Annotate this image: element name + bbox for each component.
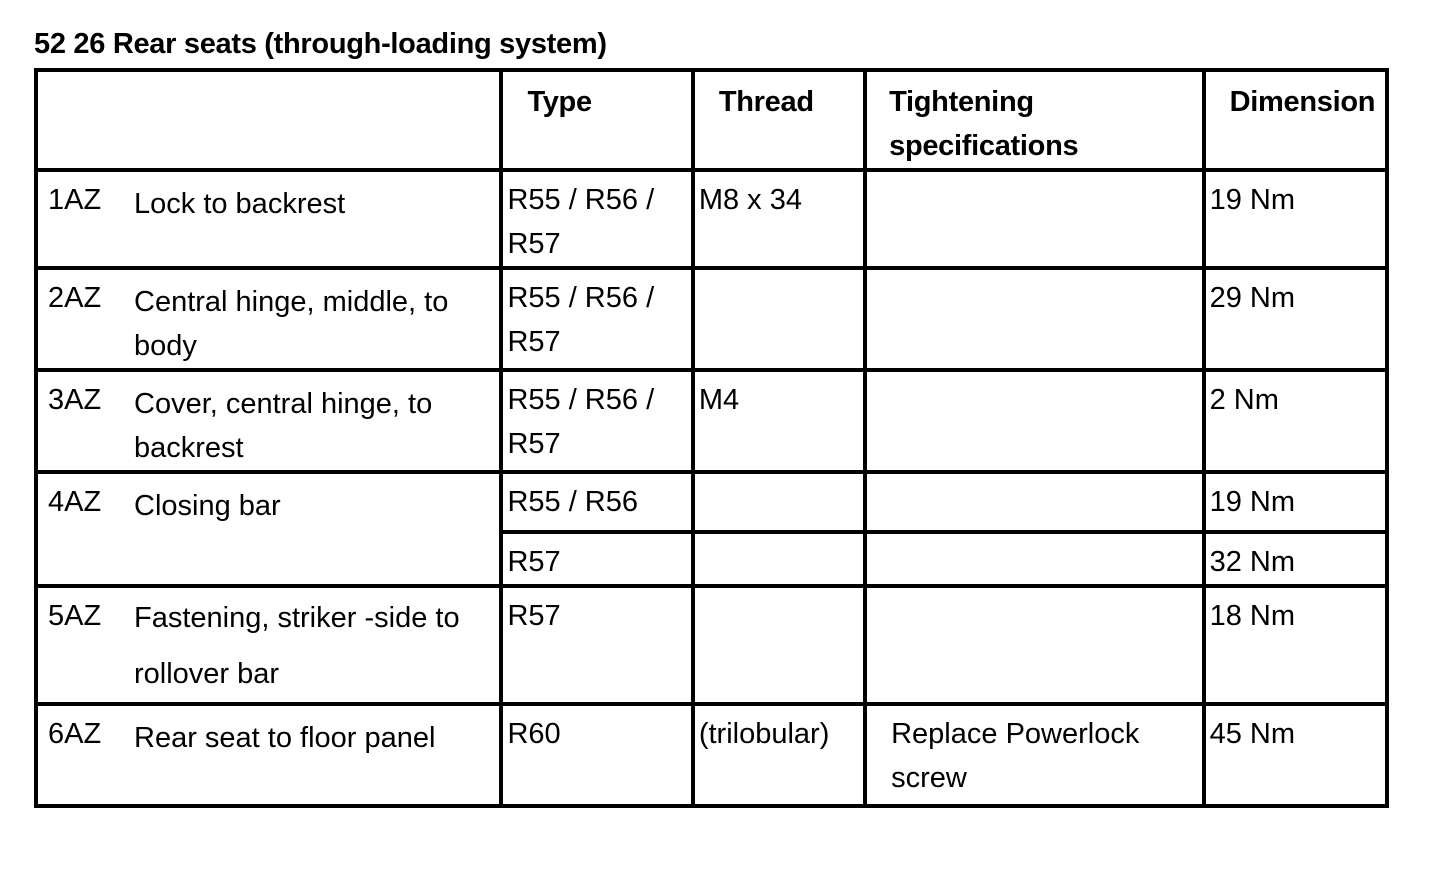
page-title: 52 26 Rear seats (through-loading system)	[34, 28, 607, 60]
table-row	[36, 586, 1387, 704]
header-thread: Thread	[693, 70, 865, 170]
header-dimension: Dimension	[1204, 70, 1387, 170]
thread-cell: M4	[693, 370, 865, 472]
table-row	[36, 472, 1387, 532]
item-description: Fastening, striker -side to rollover bar	[134, 602, 460, 690]
tightening-cell	[865, 586, 1204, 704]
dimension-cell: 19 Nm	[1204, 170, 1387, 268]
item-description: Central hinge, middle, to body	[134, 286, 449, 362]
thread-cell	[693, 268, 865, 370]
tightening-cell	[865, 170, 1204, 268]
item-cell	[36, 586, 501, 704]
tightening-cell: Replace Powerlock screw	[865, 704, 1204, 806]
tightening-cell	[865, 532, 1204, 586]
thread-cell	[693, 532, 865, 586]
item-description: Lock to backrest	[134, 188, 346, 220]
table-row	[36, 268, 1387, 370]
item-code: 6AZ	[48, 718, 102, 750]
type-cell: R55 / R56 / R57	[501, 268, 692, 370]
type-cell: R57	[501, 586, 692, 704]
dimension-cell: 2 Nm	[1204, 370, 1387, 472]
item-description: Cover, central hinge, to backrest	[134, 388, 433, 464]
table-row	[36, 170, 1387, 268]
type-cell: R60	[501, 704, 692, 806]
type-cell: R57	[501, 532, 692, 586]
dimension-cell: 29 Nm	[1204, 268, 1387, 370]
type-cell: R55 / R56 / R57	[501, 370, 692, 472]
item-cell	[36, 370, 501, 472]
item-cell	[36, 170, 501, 268]
type-cell: R55 / R56 / R57	[501, 170, 692, 268]
header-tightening: Tightening specifications	[865, 70, 1204, 170]
table-row	[36, 704, 1387, 806]
table-row	[36, 370, 1387, 472]
thread-cell: (trilobular)	[693, 704, 865, 806]
item-description: Closing bar	[134, 490, 281, 522]
thread-cell	[693, 586, 865, 704]
thread-cell: M8 x 34	[693, 170, 865, 268]
item-code: 4AZ	[48, 486, 102, 518]
table-header-row	[36, 70, 1387, 170]
dimension-cell: 18 Nm	[1204, 586, 1387, 704]
header-type: Type	[501, 70, 692, 170]
type-cell: R55 / R56	[501, 472, 692, 532]
item-cell	[36, 704, 501, 806]
dimension-cell: 45 Nm	[1204, 704, 1387, 806]
tightening-cell	[865, 268, 1204, 370]
tightening-cell	[865, 472, 1204, 532]
item-code: 3AZ	[48, 384, 102, 416]
item-code: 2AZ	[48, 282, 102, 314]
dimension-cell: 19 Nm	[1204, 472, 1387, 532]
thread-cell	[693, 472, 865, 532]
header-item	[36, 70, 501, 170]
item-cell	[36, 268, 501, 370]
item-cell	[36, 472, 501, 586]
tightening-cell	[865, 370, 1204, 472]
item-code: 1AZ	[48, 184, 102, 216]
dimension-cell: 32 Nm	[1204, 532, 1387, 586]
tightening-torque-table	[34, 68, 1389, 808]
item-description: Rear seat to floor panel	[134, 722, 436, 754]
item-code: 5AZ	[48, 600, 102, 632]
